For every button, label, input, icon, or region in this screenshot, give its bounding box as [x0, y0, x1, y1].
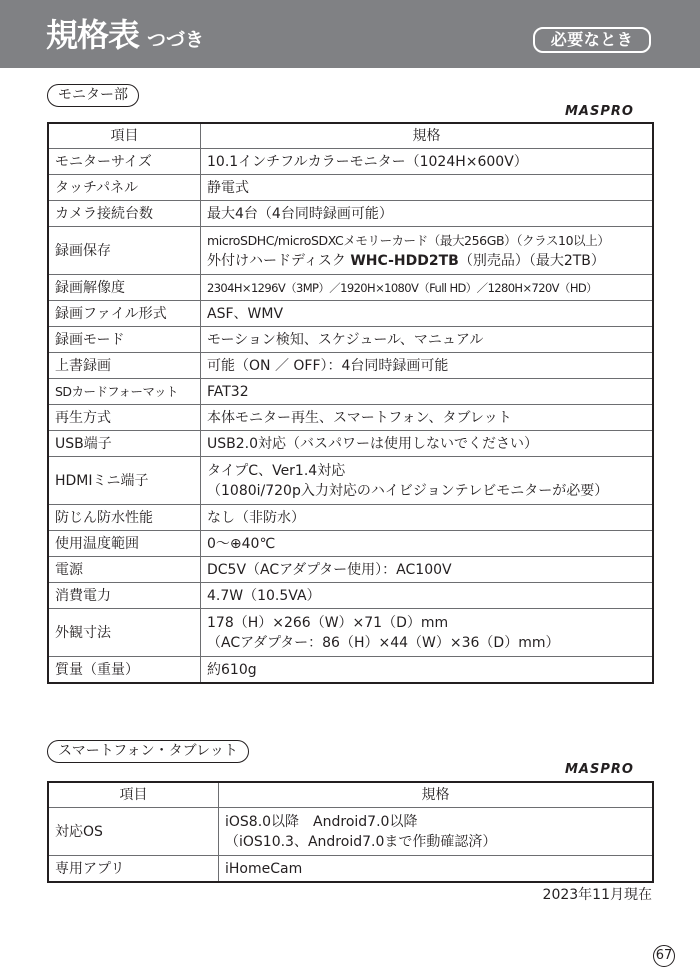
- title-text: 規格表: [46, 16, 140, 54]
- column-header-item: 項目: [48, 782, 219, 808]
- row-value: [201, 457, 654, 505]
- table-row: [48, 201, 653, 227]
- row-item: 録画ファイル形式: [48, 301, 201, 327]
- row-value: 可能（ON ／ OFF）：4台同時録画可能: [201, 353, 654, 379]
- row-value-text: 外付けハードディスク: [207, 252, 351, 269]
- table-row: [48, 405, 653, 431]
- row-item: 録画解像度: [48, 275, 201, 301]
- row-item: 消費電力: [48, 583, 201, 609]
- table-row: [48, 301, 653, 327]
- column-header-item: 項目: [48, 123, 201, 149]
- page-title: [46, 16, 204, 59]
- row-value: 本体モニター再生、スマートフォン、タブレット: [201, 405, 654, 431]
- table-header-row: [48, 123, 653, 149]
- row-value: ASF、WMV: [201, 301, 654, 327]
- maspro-logo: MASPRO: [565, 762, 634, 777]
- row-value: 最大4台（4台同時録画可能）: [201, 201, 654, 227]
- row-value: FAT32: [201, 379, 654, 405]
- row-item: 電源: [48, 557, 201, 583]
- row-value: [219, 808, 654, 856]
- table-row: [48, 327, 653, 353]
- row-value: モーション検知、スケジュール、マニュアル: [201, 327, 654, 353]
- row-item: 上書録画: [48, 353, 201, 379]
- row-value: USB2.0対応（バスパワーは使用しないでください）: [201, 431, 654, 457]
- row-item: 質量（重量）: [48, 657, 201, 684]
- table-row: [48, 275, 653, 301]
- row-value-line: （ACアダプター：86（H）×44（W）×36（D）mm）: [207, 634, 560, 651]
- table-row: [48, 353, 653, 379]
- header-bar: [0, 0, 700, 68]
- table-row: [48, 175, 653, 201]
- as-of-date: 2023年11月現在: [542, 887, 652, 903]
- table-header-row: [48, 782, 653, 808]
- row-item: 録画保存: [48, 227, 201, 275]
- row-value: 0～⊕40℃: [201, 531, 654, 557]
- page-number: 67: [653, 945, 675, 967]
- row-value-line: iOS8.0以降 Android7.0以降: [225, 813, 418, 830]
- table-row: [48, 657, 653, 684]
- row-item: 使用温度範囲: [48, 531, 201, 557]
- table-row: [48, 856, 653, 883]
- when-needed-badge: 必要なとき: [533, 27, 651, 53]
- table-row: [48, 379, 653, 405]
- table-row: [48, 505, 653, 531]
- table-row: [48, 609, 653, 657]
- title-subtitle: つづき: [147, 29, 205, 51]
- row-item: カメラ接続台数: [48, 201, 201, 227]
- row-value-line: [207, 251, 646, 271]
- row-value: 10.1インチフルカラーモニター（1024H×600V）: [201, 149, 654, 175]
- row-item: HDMIミニ端子: [48, 457, 201, 505]
- product-model: WHC-HDD2TB: [350, 252, 459, 269]
- table-row: [48, 149, 653, 175]
- row-value-line: 178（H）×266（W）×71（D）mm: [207, 614, 449, 631]
- row-item: 防じん防水性能: [48, 505, 201, 531]
- row-value: [201, 227, 654, 275]
- row-item: 録画モード: [48, 327, 201, 353]
- row-value-line: microSDHC/microSDXCメモリーカード（最大256GB）（クラス10以上）: [207, 232, 610, 248]
- column-header-spec: 規格: [201, 123, 654, 149]
- row-item: 外観寸法: [48, 609, 201, 657]
- table-row: [48, 583, 653, 609]
- row-value: なし（非防水）: [201, 505, 654, 531]
- section-label-monitor: モニター部: [47, 84, 139, 107]
- row-item: 専用アプリ: [48, 856, 219, 883]
- maspro-logo: MASPRO: [565, 104, 634, 119]
- table-row: [48, 808, 653, 856]
- smartphone-spec-table: [47, 781, 654, 883]
- row-value-line: （1080i/720p入力対応のハイビジョンテレビモニターが必要）: [207, 482, 609, 499]
- row-item: 再生方式: [48, 405, 201, 431]
- row-value: 4.7W（10.5VA）: [201, 583, 654, 609]
- table-row: [48, 557, 653, 583]
- section-label-smartphone: スマートフォン・タブレット: [47, 740, 249, 763]
- row-value: iHomeCam: [219, 856, 654, 883]
- table-row: [48, 431, 653, 457]
- row-item: SDカードフォーマット: [48, 379, 201, 405]
- table-row: [48, 531, 653, 557]
- row-value-text: （別売品）（最大2TB）: [458, 252, 605, 269]
- column-header-spec: 規格: [219, 782, 654, 808]
- table-row: [48, 457, 653, 505]
- row-value: 2304H×1296V（3MP）／1920H×1080V（Full HD）／1280H×720V（HD）: [201, 275, 654, 301]
- row-item: タッチパネル: [48, 175, 201, 201]
- table-row: [48, 227, 653, 275]
- row-value-line: （iOS10.3、Android7.0まで作動確認済）: [225, 833, 497, 850]
- row-item: USB端子: [48, 431, 201, 457]
- monitor-spec-table: [47, 122, 654, 684]
- row-value: [201, 609, 654, 657]
- row-item: 対応OS: [48, 808, 219, 856]
- row-value: DC5V（ACアダプター使用）：AC100V: [201, 557, 654, 583]
- row-value-line: タイプC、Ver1.4対応: [207, 462, 346, 479]
- row-value: 約610g: [201, 657, 654, 684]
- row-item: モニターサイズ: [48, 149, 201, 175]
- row-value: 静電式: [201, 175, 654, 201]
